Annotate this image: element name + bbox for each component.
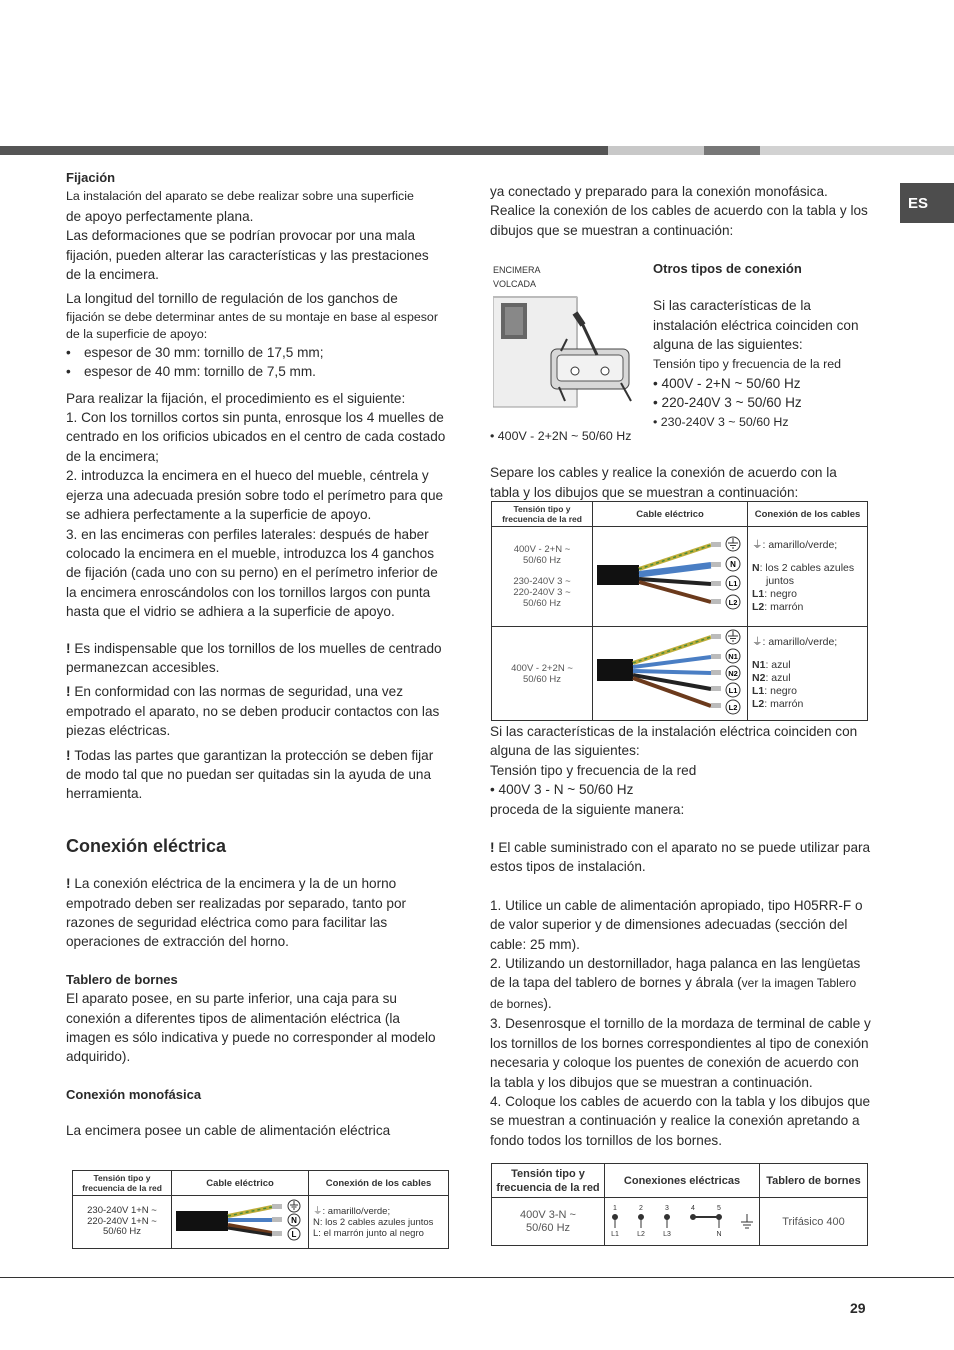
svg-text:1: 1 [613, 1205, 617, 1212]
intro-text: ya conectado y preparado para la conexión monofásica. Realice la conexión de los cables de acuerdo con la tabla y los dibujos que se muestran a continuación: [490, 184, 868, 238]
fijacion-text-1a: La instalación del aparato se debe realizar sobre una superficie [66, 189, 414, 204]
earth-icon: ⏚ [752, 636, 763, 648]
otros-subtitle: Tensión tipo y frecuencia de la red [653, 356, 842, 371]
table-cell: 400V - 2+2N ~ 50/60 Hz [492, 627, 593, 721]
svg-text:2: 2 [639, 1205, 643, 1212]
pin-label: L1 [728, 686, 738, 695]
legend-n1: N1: azul [752, 659, 791, 671]
voltage-value: 220-240V 1+N ~ [87, 1215, 157, 1227]
legend-n2: N2: azul [752, 672, 791, 684]
table-cell [748, 527, 868, 627]
si-text: Si las características de la instalación eléctrica coinciden con alguna de las siguientes: [490, 724, 858, 759]
section-title-fijacion: Fijación [66, 170, 116, 185]
procedure-step-2: 2. introduzca la encimera en el hueco del mueble, céntrela y ejerza una adecuada presión sobre todo el perímetro para que se adhiera perfectamente a la superficie de apoyo. [66, 468, 444, 523]
fijacion-text-2b: fijación se debe determinar antes de su montaje en base al espesor de la superficie de apoyo: [66, 309, 438, 341]
language-tab: ES [900, 183, 954, 223]
list-item: • 400V 3 - N ~ 50/60 Hz [490, 782, 634, 798]
table-monofasica [72, 1170, 449, 1249]
table-header: Cable eléctrico [172, 1171, 309, 1196]
list-item: • 400V - 2+N ~ 50/60 Hz [653, 376, 801, 392]
otros-text: Si las características de la instalación eléctrica coinciden con alguna de las siguientes: [653, 298, 859, 353]
procedure-step-1: 1. Con los tornillos cortos sin punta, enrosque los 4 muelles de centrado en los orificios ubicados en el centro de cada costado de la encimera; [66, 410, 446, 464]
legend-earth: ⏚: amarillo/verde; [313, 1205, 391, 1217]
list-item: • 400V - 2+2N ~ 50/60 Hz [490, 429, 632, 443]
warning-1: ! Es indispensable que los tornillos de los muelles de centrado permanezcan accesibles. [66, 640, 442, 675]
header-bar-mid [704, 146, 760, 155]
cable-diagram [593, 627, 747, 717]
fijacion-text-1b: de apoyo perfectamente plana. [66, 208, 254, 224]
header-bar [0, 146, 954, 155]
list-item: • 220-240V 3 ~ 50/60 Hz [653, 395, 802, 411]
warning-3: ! Todas las partes que garantizan la protección se deben fijar de modo tal que no puedan ser quitadas sin la ayuda de una herramienta. [66, 747, 434, 802]
table-row [492, 627, 868, 721]
pin-label: L1 [728, 579, 738, 588]
svg-text:L1: L1 [611, 1231, 619, 1238]
list-item: • 230-240V 3 ~ 50/60 Hz [653, 414, 789, 429]
fijacion-text-1c: Las deformaciones que se podrían provocar por una mala fijación, pueden alterar las características y las prestaciones de la encimera. [66, 228, 429, 283]
procedure-step-3: 3. en las encimeras con perfiles laterales: después de haber colocado la encimera en el mueble, introduzca los 4 ganchos de fijación (cada uno con su perno) en el perímetro inferior de la encimera enroscándolos con los tornillos largos con punta hasta que el vidrio se adhiera a la superficie de apoyo. [66, 526, 438, 620]
cable-diagram-cell [172, 1196, 309, 1249]
cable-diagram [172, 1196, 308, 1245]
terminal-block-figure [493, 263, 635, 423]
table-cell [73, 1196, 172, 1249]
step-3: 3. Desenrosque el tornillo de la mordaza de terminal de cable y los tornillos de los bornes correspondientes al tipo de conexión necesaria y coloque los puentes de conexión de acuerdo con la tabla y los dibujos que se muestran a continuación. [490, 1016, 871, 1090]
legend-n-cont: juntos [766, 575, 795, 587]
legend-l2: L2: marrón [752, 601, 804, 613]
table-other-connections [491, 501, 868, 721]
step-4: 4. Coloque los cables de acuerdo con la tabla y los dibujos que se muestran a continuación y realice la conexión apretando a fondo todos los tornillos de los bornes. [490, 1093, 871, 1148]
table-row [492, 1198, 868, 1246]
table-header: Tensión tipo y frecuencia de la red [492, 1164, 605, 1198]
monofasica-text: La encimera posee un cable de alimentación eléctrica [66, 1123, 391, 1139]
table-header: Conexiones eléctricas [605, 1164, 760, 1198]
right-column-lower [490, 722, 872, 1150]
svg-text:L2: L2 [637, 1231, 645, 1238]
svg-text:5: 5 [717, 1205, 721, 1212]
procedure-intro: Para realizar la fijación, el procedimiento es el siguiente: [66, 390, 406, 406]
table-header: Tensión tipo y frecuencia de la red [73, 1171, 172, 1196]
legend-l1: L1: negro [752, 588, 797, 600]
table-row [73, 1196, 449, 1249]
table-cell: Trifásico 400 [760, 1198, 868, 1246]
step-2: 2. Utilizando un destornillador, haga palanca en las lengüetas de la tapa del tablero de bornes y ábrala (ver la imagen Tablero de bornes). [490, 956, 861, 1011]
legend-earth: ⏚: amarillo/verde; [752, 636, 838, 648]
cable-diagram [593, 527, 747, 623]
figure-caption: ENCIMERA VOLCADA [493, 265, 541, 289]
terminal-diagram-cell [605, 1198, 760, 1246]
cable-diagram-cell [593, 627, 748, 721]
frequency-value: 50/60 Hz [102, 1226, 142, 1238]
header-bar-dark [0, 146, 608, 155]
right-column-mid [490, 427, 870, 502]
table-cell: 400V - 2+N ~ 50/60 Hz 230-240V 3 ~ 220-240V 3 ~ 50/60 Hz [492, 527, 593, 627]
earth-icon: ⏚ [313, 1205, 323, 1217]
header-bar-light [608, 146, 704, 155]
legend-n: N: los 2 cables azules juntos [313, 1216, 434, 1228]
legend-n: N: los 2 cables azules [752, 562, 855, 574]
earth-icon: ⏚ [752, 539, 763, 551]
section-title-tablero: Tablero de bornes [66, 971, 178, 987]
hob-illustration [493, 291, 635, 416]
section-title-monofasica: Conexión monofásica [66, 1086, 202, 1102]
pin-label: N [730, 560, 736, 569]
header-bar-light-2 [760, 146, 954, 155]
legend-l2: L2: marrón [752, 698, 804, 710]
warning-2: ! En conformidad con las normas de seguridad, una vez empotrado el aparato, no se deben producir contactos con las piezas eléctricas. [66, 684, 440, 739]
pin-label: L2 [728, 598, 738, 607]
separe-text: Separe los cables y realice la conexión de acuerdo con la tabla y los dibujos que se muestran a continuación: [490, 465, 837, 500]
section-title-otros: Otros tipos de conexión [653, 261, 802, 276]
warning-4: ! La conexión eléctrica de la encimera y la de un horno empotrado deben ser realizadas por separado, tanto por razones de seguridad eléctrica como para facilitar las operaciones de extracción del horno. [66, 876, 407, 950]
pin-label: N [291, 1216, 297, 1225]
page-number: 29 [850, 1300, 866, 1316]
table-cell [309, 1196, 449, 1249]
pin-label: L2 [728, 703, 738, 712]
table-row [492, 527, 868, 627]
table-trifasico [491, 1163, 868, 1246]
legend-l1: L1: negro [752, 685, 797, 697]
pin-label: L [291, 1230, 297, 1239]
legend-earth: ⏚: amarillo/verde; [752, 539, 838, 551]
table-header: Tablero de bornes [760, 1164, 868, 1198]
footer-rule [0, 1277, 954, 1278]
left-column [66, 168, 446, 1141]
table-header: Conexión de los cables [309, 1171, 449, 1196]
right-column-intro [490, 182, 870, 240]
step-1: 1. Utilice un cable de alimentación apropiado, tipo H05RR-F o de valor superior y de dimensiones adecuadas (sección del cable: 25 mm). [490, 897, 863, 952]
terminal-diagram [605, 1198, 759, 1242]
warning-5: ! El cable suministrado con el aparato no se puede utilizar para estos tipos de instalación. [490, 840, 871, 875]
pin-label: N1 [728, 652, 738, 661]
pin-label: N2 [728, 669, 738, 678]
table-cell [748, 627, 868, 721]
fijacion-text-2a: La longitud del tornillo de regulación de los ganchos de [66, 291, 398, 307]
cable-diagram-cell [593, 527, 748, 627]
otros-block [653, 259, 873, 432]
section-title-conexion: Conexión eléctrica [66, 835, 227, 856]
list-item: • espesor de 40 mm: tornillo de 7,5 mm. [66, 362, 446, 381]
legend-l: L: el marrón junto al negro [313, 1227, 424, 1239]
svg-text:3: 3 [665, 1205, 669, 1212]
svg-text:L3: L3 [663, 1231, 671, 1238]
si-procedure: proceda de la siguiente manera: [490, 801, 685, 817]
voltage-value: 230-240V 1+N ~ [87, 1205, 157, 1217]
svg-text:4: 4 [691, 1205, 695, 1212]
table-header: Cable eléctrico [593, 502, 748, 527]
si-subtitle: Tensión tipo y frecuencia de la red [490, 762, 697, 778]
table-header: Tensión tipo y frecuencia de la red [492, 502, 593, 527]
list-item: • espesor de 30 mm: tornillo de 17,5 mm; [66, 343, 446, 362]
table-cell: 400V 3-N ~ 50/60 Hz [492, 1198, 605, 1246]
tablero-text: El aparato posee, en su parte inferior, una caja para su conexión a diferentes tipos de alimentación eléctrica (la imagen es sólo indicativa y puede no corresponder al modelo adquirido). [66, 991, 436, 1065]
table-header: Conexión de los cables [748, 502, 868, 527]
svg-text:N: N [716, 1231, 722, 1238]
